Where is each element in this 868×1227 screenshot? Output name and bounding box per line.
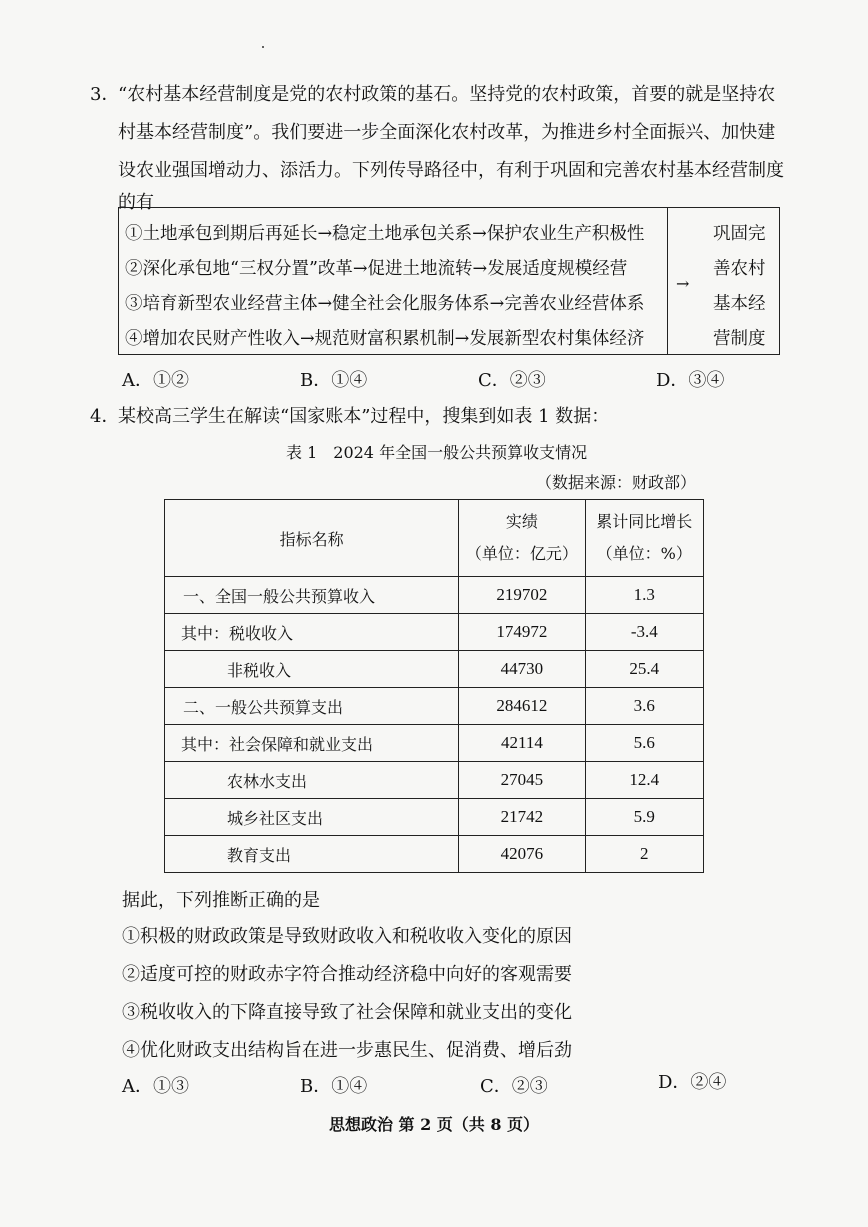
row-growth: 2 [585, 836, 703, 873]
table-row [165, 577, 704, 614]
q4-option-b[interactable]: B．①④ [300, 1076, 368, 1097]
q3-line-4: 的有 [118, 192, 154, 213]
q3-target-3: 基本经 [713, 294, 766, 314]
table-row [165, 799, 704, 836]
q3-path-1: ①土地承包到期后再延长→稳定土地承包关系→保护农业生产积极性 [125, 224, 645, 244]
table-title: 表 1 2024 年全国一般公共预算收支情况 [286, 443, 588, 462]
q3-path-box [118, 207, 780, 355]
q3-line-1: “农村基本经营制度是党的农村政策的基石。坚持党的农村政策，首要的就是坚持农 [118, 84, 776, 105]
table-header-row [165, 500, 704, 577]
row-value: 42076 [459, 836, 585, 873]
row-growth: 3.6 [585, 688, 703, 725]
q3-option-b[interactable]: B．①④ [300, 370, 368, 391]
table-row [165, 836, 704, 873]
row-growth: -3.4 [585, 614, 703, 651]
q3-path-4: ④增加农民财产性收入→规范财富积累机制→发展新型农村集体经济 [125, 329, 645, 349]
row-growth: 1.3 [585, 577, 703, 614]
row-name: 一、全国一般公共预算收入 [165, 577, 459, 614]
row-value: 44730 [459, 651, 585, 688]
q4-statement-3: ③税收收入的下降直接导致了社会保障和就业支出的变化 [122, 1002, 572, 1023]
row-name: 非税收入 [165, 651, 459, 688]
q3-target-2: 善农村 [713, 259, 766, 279]
q4-intro: 某校高三学生在解读“国家账本”过程中，搜集到如表 1 数据： [118, 406, 610, 427]
q3-number: 3． [90, 84, 120, 105]
row-value: 174972 [459, 614, 585, 651]
q4-option-c[interactable]: C．②③ [480, 1076, 548, 1097]
row-name: 教育支出 [165, 836, 459, 873]
row-value: 27045 [459, 762, 585, 799]
header-growth [585, 500, 703, 577]
header-value-unit: （单位：亿元） [465, 544, 578, 563]
q3-line-3: 设农业强国增动力、添活力。下列传导路径中，有利于巩固和完善农村基本经营制度 [118, 160, 784, 181]
header-growth-label: 累计同比增长 [596, 512, 693, 531]
row-growth: 25.4 [585, 651, 703, 688]
row-growth: 5.6 [585, 725, 703, 762]
row-name: 二、一般公共预算支出 [165, 688, 459, 725]
table-source: （数据来源：财政部） [536, 473, 697, 492]
row-name: 城乡社区支出 [165, 799, 459, 836]
row-value: 219702 [459, 577, 585, 614]
q4-option-a[interactable]: A．①③ [122, 1076, 189, 1097]
row-growth: 5.9 [585, 799, 703, 836]
row-value: 284612 [459, 688, 585, 725]
row-value: 21742 [459, 799, 585, 836]
header-value [459, 500, 585, 577]
q3-path-2: ②深化承包地“三权分置”改革→促进土地流转→发展适度规模经营 [125, 259, 628, 279]
q3-path-3: ③培育新型农业经营主体→健全社会化服务体系→完善农业经营体系 [125, 294, 645, 314]
q3-arrow: → [676, 274, 690, 293]
q4-option-d[interactable]: D．②④ [658, 1072, 727, 1093]
page-footer: 思想政治 第 2 页（共 8 页） [328, 1115, 540, 1134]
q3-option-c[interactable]: C．②③ [478, 370, 546, 391]
q3-target-1: 巩固完 [713, 224, 766, 244]
q3-target-4: 营制度 [713, 329, 766, 349]
q4-statement-1: ①积极的财政政策是导致财政收入和税收收入变化的原因 [122, 926, 572, 947]
q3-option-d[interactable]: D．③④ [656, 370, 725, 391]
q3-option-a[interactable]: A．①② [122, 370, 189, 391]
table-row [165, 614, 704, 651]
table-row [165, 725, 704, 762]
row-value: 42114 [459, 725, 585, 762]
q4-number: 4． [90, 406, 120, 427]
q4-statement-2: ②适度可控的财政赤字符合推动经济稳中向好的客观需要 [122, 964, 572, 985]
scan-speck [262, 46, 264, 48]
row-name: 农林水支出 [165, 762, 459, 799]
row-growth: 12.4 [585, 762, 703, 799]
header-growth-unit: （单位：%） [596, 544, 692, 563]
q3-path-list [119, 208, 668, 354]
header-value-label: 实绩 [505, 512, 538, 531]
row-name: 其中：税收收入 [165, 614, 459, 651]
budget-table [164, 499, 704, 873]
header-indicator: 指标名称 [165, 500, 459, 577]
table-row [165, 651, 704, 688]
table-row [165, 762, 704, 799]
q4-prompt: 据此，下列推断正确的是 [122, 890, 320, 911]
q3-line-2: 村基本经营制度”。我们要进一步全面深化农村改革，为推进乡村全面振兴、加快建 [118, 122, 776, 143]
table-row [165, 688, 704, 725]
row-name: 其中：社会保障和就业支出 [165, 725, 459, 762]
q4-statement-4: ④优化财政支出结构旨在进一步惠民生、促消费、增后劲 [122, 1040, 572, 1061]
